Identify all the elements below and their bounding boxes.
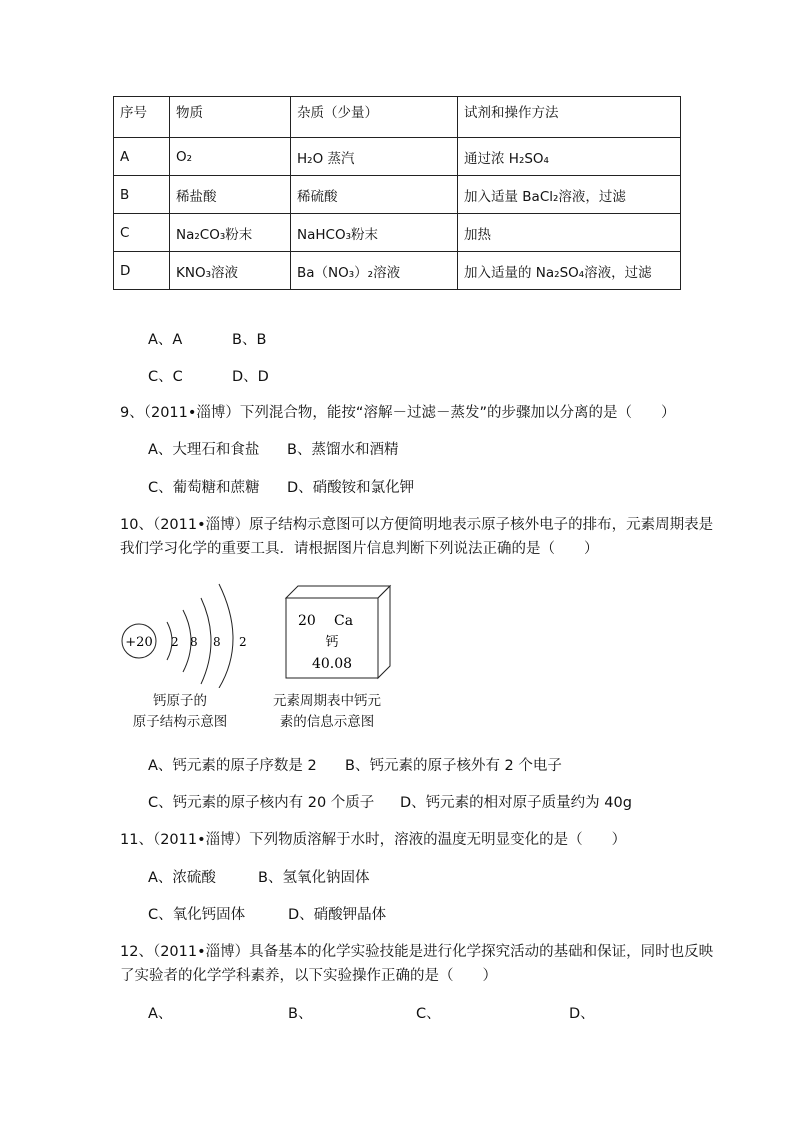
q9-option-c: C、葡萄糖和蔗糖 <box>148 480 260 496</box>
header-cell: 试剂和操作方法 <box>458 97 681 138</box>
q12-stem-line1: 12、（2011•淄博）具备基本的化学实验技能是进行化学探究活动的基础和保证，同时也反映 <box>120 944 714 960</box>
q8-option-d: D、D <box>232 369 269 385</box>
row-id: B <box>114 176 170 214</box>
q8-option-a: A、A <box>148 332 183 348</box>
q11-option-b: B、氢氧化钠固体 <box>258 870 370 886</box>
q12-option-c: C、 <box>416 1006 441 1022</box>
atom-caption-line1: 钙原子的 <box>153 693 207 709</box>
row-substance: O₂ <box>170 138 291 176</box>
table-row <box>114 138 681 176</box>
q8-option-c: C、C <box>148 369 183 385</box>
element-symbol: Ca <box>334 613 354 629</box>
q11-option-c: C、氧化钙固体 <box>148 907 246 923</box>
header-cell: 杂质（少量） <box>291 97 458 138</box>
element-name: 钙 <box>325 635 339 650</box>
row-id: C <box>114 214 170 252</box>
row-impurity: NaHCO₃粉末 <box>291 214 458 252</box>
q10-stem-line1: 10、（2011•淄博）原子结构示意图可以方便简明地表示原子核外电子的排布，元素周期表是 <box>120 517 714 533</box>
q12-option-b: B、 <box>288 1006 313 1022</box>
q11-stem: 11、（2011•淄博）下列物质溶解于水时，溶液的温度无明显变化的是（ ） <box>120 832 627 848</box>
row-impurity: 稀硫酸 <box>291 176 458 214</box>
row-impurity: Ba（NO₃）₂溶液 <box>291 252 458 290</box>
q9-option-a: A、大理石和食盐 <box>148 442 260 458</box>
row-impurity: H₂O 蒸汽 <box>291 138 458 176</box>
row-method: 加入适量 BaCl₂溶液，过滤 <box>458 176 681 214</box>
atom-structure-diagram <box>115 578 255 688</box>
q9-option-d: D、硝酸铵和氯化钾 <box>287 480 415 496</box>
row-substance: 稀盐酸 <box>170 176 291 214</box>
cube-top-face <box>286 586 390 598</box>
q12-option-d: D、 <box>569 1006 595 1022</box>
electron-shell-arc <box>219 584 233 688</box>
element-caption-line1: 元素周期表中钙元 <box>273 693 381 709</box>
cube-side-face <box>378 586 390 678</box>
q9-stem: 9、（2011•淄博）下列混合物，能按“溶解－过滤－蒸发”的步骤加以分离的是（ ） <box>120 405 676 421</box>
row-substance: KNO₃溶液 <box>170 252 291 290</box>
element-cell-diagram <box>280 584 396 680</box>
header-cell: 物质 <box>170 97 291 138</box>
atomic-number: 20 <box>298 613 316 629</box>
element-caption <box>262 691 392 733</box>
row-substance: Na₂CO₃粉末 <box>170 214 291 252</box>
q10-option-c: C、钙元素的原子核内有 20 个质子 <box>148 795 375 811</box>
element-caption-line2: 素的信息示意图 <box>279 714 375 730</box>
row-id: A <box>114 138 170 176</box>
row-id: D <box>114 252 170 290</box>
row-method: 加入适量的 Na₂SO₄溶液，过滤 <box>458 252 681 290</box>
table-header-row <box>114 97 681 138</box>
row-method: 加热 <box>458 214 681 252</box>
q10-option-b: B、钙元素的原子核外有 2 个电子 <box>345 758 562 774</box>
shell-electron-count: 8 <box>213 635 221 649</box>
q8-option-b: B、B <box>232 332 267 348</box>
table-row <box>114 214 681 252</box>
q11-option-a: A、浓硫酸 <box>148 870 216 886</box>
shell-electron-count: 2 <box>171 635 179 649</box>
shell-electron-count: 8 <box>190 635 198 649</box>
atom-caption-line2: 原子结构示意图 <box>132 714 228 730</box>
q12-stem-line2: 了实验者的化学学科素养，以下实验操作正确的是（ ） <box>120 968 497 984</box>
header-cell: 序号 <box>114 97 170 138</box>
row-method: 通过浓 H₂SO₄ <box>458 138 681 176</box>
atomic-mass: 40.08 <box>311 656 353 672</box>
shell-electron-count: 2 <box>239 635 247 649</box>
q10-stem-line2: 我们学习化学的重要工具．请根据图片信息判断下列说法正确的是（ ） <box>120 541 599 557</box>
atom-caption <box>120 691 240 733</box>
table-row <box>114 252 681 290</box>
table-row <box>114 176 681 214</box>
nucleus-charge: +20 <box>125 635 153 650</box>
q10-option-d: D、钙元素的相对原子质量约为 40g <box>400 795 632 811</box>
q12-option-a: A、 <box>148 1006 173 1022</box>
q10-option-a: A、钙元素的原子序数是 2 <box>148 758 317 774</box>
electron-shell-arc <box>201 598 211 684</box>
q11-option-d: D、硝酸钾晶体 <box>288 907 387 923</box>
impurity-table <box>113 96 681 290</box>
q9-option-b: B、蒸馏水和酒精 <box>287 442 399 458</box>
